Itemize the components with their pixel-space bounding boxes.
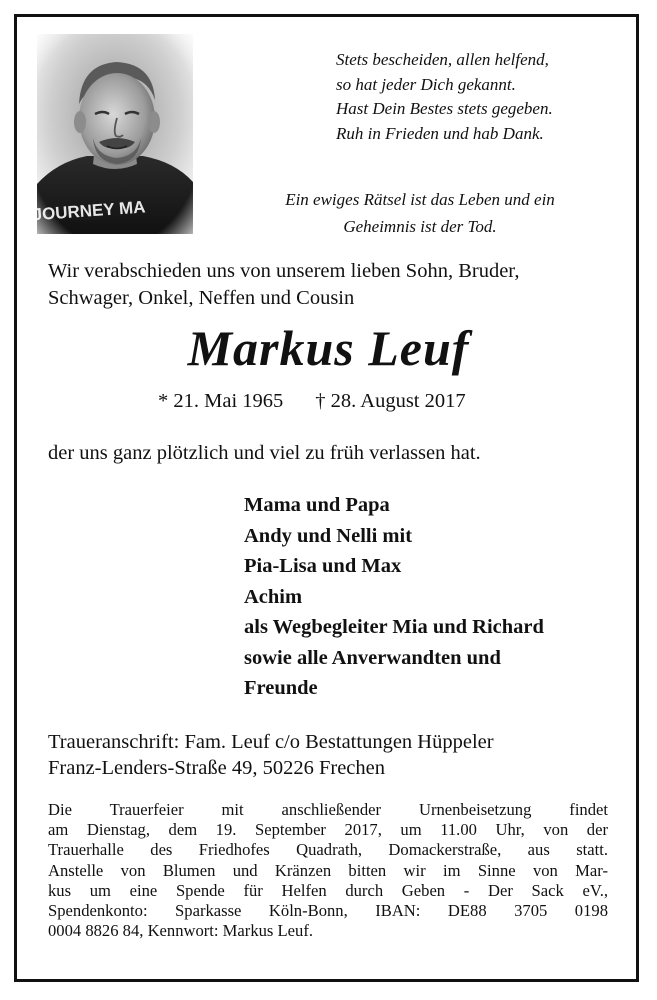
poem — [336, 48, 636, 146]
intro-text — [48, 258, 628, 311]
portrait-image — [37, 34, 193, 234]
mourner-line: sowie alle Anverwandten und — [244, 646, 501, 669]
life-dates — [158, 388, 558, 414]
quote-line: Ein ewiges Rätsel ist das Leben und ein — [285, 190, 555, 209]
death-date: † 28. August 2017 — [315, 390, 466, 412]
portrait-photo — [37, 34, 193, 234]
intro-line: Wir verabschieden uns von unserem lieben Sohn, Bruder, — [48, 260, 520, 282]
address-line: Franz-Lenders-Straße 49, 50226 Frechen — [48, 756, 385, 779]
notice-line: Die Trauerfeier mit anschließender Urnenbeisetzung findet — [48, 800, 608, 819]
birth-date: * 21. Mai 1965 — [158, 390, 284, 412]
intro-line: Schwager, Onkel, Neffen und Cousin — [48, 286, 355, 309]
notice-line: Spendenkonto: Sparkasse Köln-Bonn, IBAN: DE88 3705 0198 — [48, 901, 608, 921]
mourner-line: Andy und Nelli mit — [244, 524, 413, 547]
mourner-line: Mama und Papa — [244, 494, 390, 516]
quote — [210, 186, 630, 240]
notice-line: am Dienstag, dem 19. September 2017, um 11.00 Uhr, von der — [48, 820, 608, 840]
poem-line: Hast Dein Bestes stets gegeben. — [336, 99, 553, 118]
funeral-notice — [48, 800, 608, 941]
mourning-address — [48, 730, 628, 781]
notice-line: 0004 8826 84, Kennwort: Markus Leuf. — [48, 921, 313, 941]
mourner-line: Achim — [244, 585, 303, 608]
mourner-line: Freunde — [244, 677, 318, 699]
quote-line: Geheimnis ist der Tod. — [343, 217, 497, 236]
deceased-name: Markus Leuf — [187, 320, 470, 376]
mourner-line: Pia-Lisa und Max — [244, 555, 402, 577]
address-line: Traueranschrift: Fam. Leuf c/o Bestattungen Hüppeler — [48, 731, 494, 753]
poem-line: Ruh in Frieden und hab Dank. — [336, 123, 544, 143]
notice-line: Anstelle von Blumen und Kränzen bitten wir im Sinne von Mar- — [48, 860, 608, 880]
poem-line: so hat jeder Dich gekannt. — [336, 74, 516, 94]
mourners-list — [244, 490, 644, 704]
farewell-text: der uns ganz plötzlich und viel zu früh verlassen hat. — [48, 442, 481, 464]
poem-line: Stets bescheiden, allen helfend, — [336, 50, 549, 69]
notice-line: Trauerhalle des Friedhofes Quadrath, Domackerstraße, aus statt. — [48, 840, 608, 860]
mourner-line: als Wegbegleiter Mia und Richard — [244, 616, 544, 638]
notice-line: kus um eine Spende für Helfen durch Geben - Der Sack eV., — [48, 880, 608, 900]
